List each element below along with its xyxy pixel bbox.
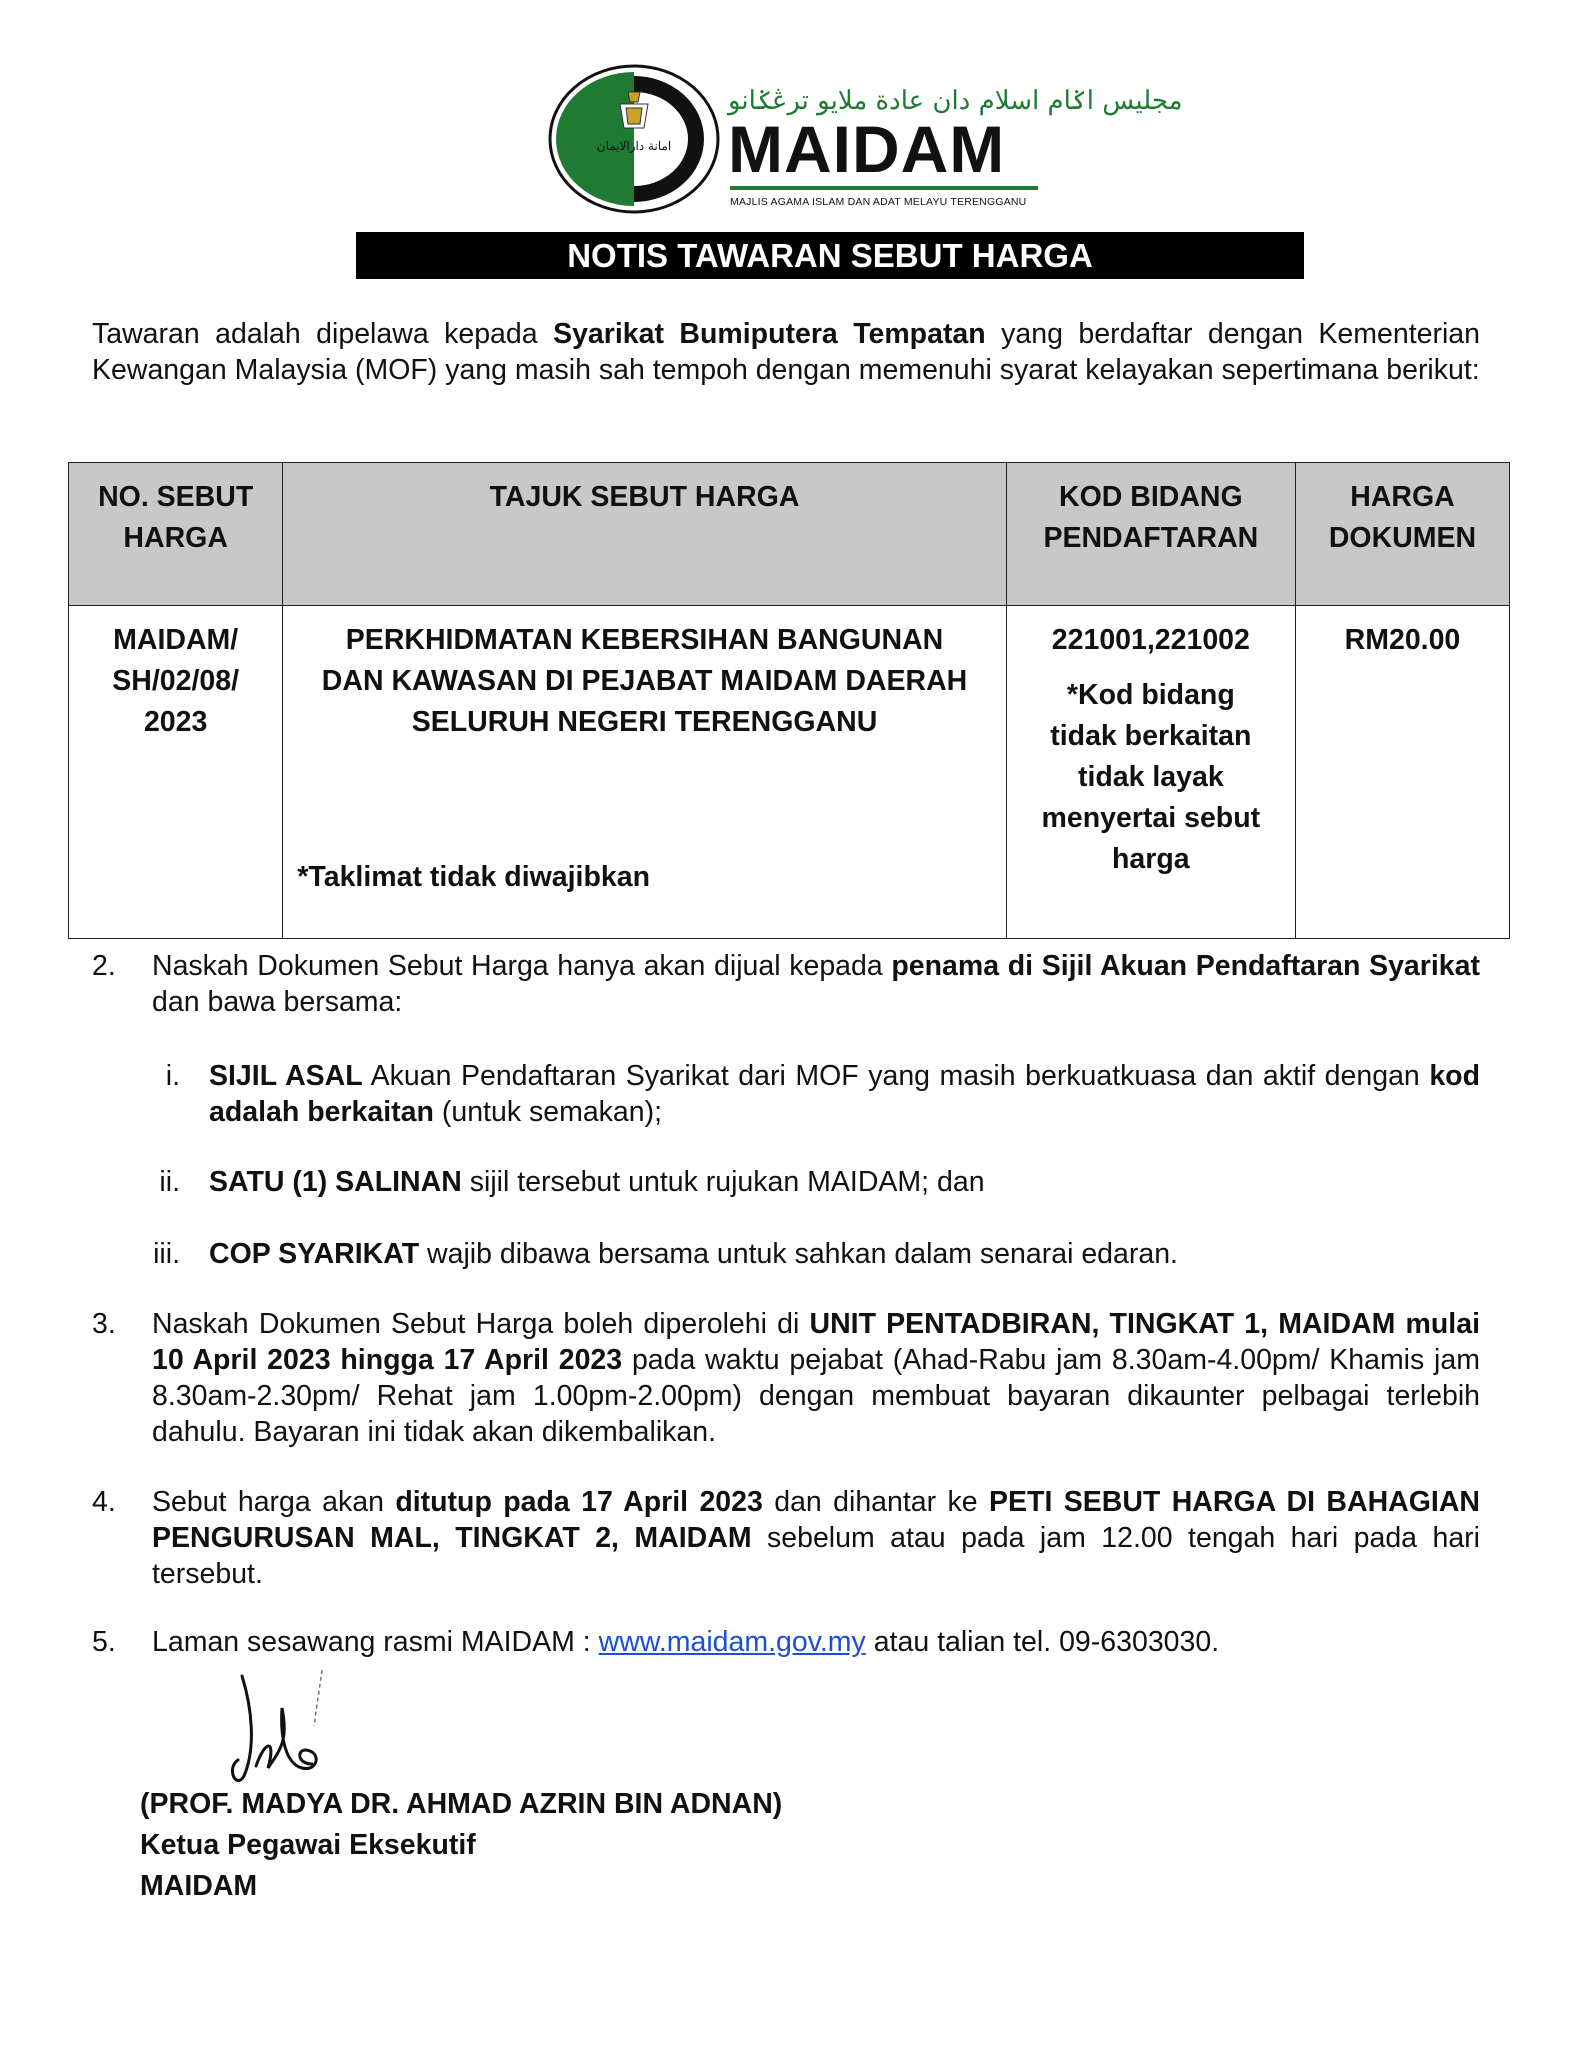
intro-text-1: Tawaran adalah dipelawa kepada [92, 318, 554, 350]
clause-4: 4. Sebut harga akan ditutup pada 17 April 2023 dan dihantar ke PETI SEBUT HARGA DI BAHAGIAN PENGURUSAN MAL, TINGKAT 2, MAIDAM sebelum atau pada jam 12.00 tengah hari pada hari tersebut. [92, 1486, 1480, 1590]
clause-5: 5. Laman sesawang rasmi MAIDAM : www.maidam.gov.my atau talian tel. 09-6303030. [92, 1626, 1220, 1658]
signer-name: (PROF. MADYA DR. AHMAD AZRIN BIN ADNAN) [140, 1788, 783, 1820]
clause-2-item-ii: ii. SATU (1) SALINAN sijil tersebut untuk rujukan MAIDAM; dan [159, 1166, 985, 1198]
clause-3: 3. Naskah Dokumen Sebut Harga boleh diperolehi di UNIT PENTADBIRAN, TINGKAT 1, MAIDAM mulai 10 April 2023 hingga 17 April 2023 pada waktu pejabat (Ahad-Rabu jam 8.30am-4.00pm/ Khamis jam 8.30am-2.30pm/ Rehat jam 1.00pm-2.00pm) dengan membuat bayaran dikaunter pelbagai terlebih dahulu. Bayaran ini tidak akan dikembalikan. [92, 1308, 1480, 1448]
signer-block [140, 1784, 782, 1907]
clause-2-item-i: i. SIJIL ASAL Akuan Pendaftaran Syarikat dari MOF yang masih berkuatkuasa dan aktif dengan kod adalah berkaitan (untuk semakan); [165, 1060, 1480, 1128]
signer-org: MAIDAM [140, 1870, 258, 1902]
maidam-seal-icon [548, 64, 720, 214]
svg-text:امانة دارالايمان: امانة دارالايمان [596, 139, 672, 153]
kod-note: *Kod bidang tidak berkaitan tidak layak menyertai sebut harga [1041, 679, 1261, 875]
website-link[interactable]: www.maidam.gov.my [598, 1626, 866, 1658]
logo-rule [730, 186, 1038, 190]
cell-title: PERKHIDMATAN KEBERSIHAN BANGUNAN DAN KAWASAN DI PEJABAT MAIDAM DAERAH SELURUH NEGERI TERENGGANU *Taklimat tidak diwajibkan [283, 606, 1006, 939]
logo-subtitle: MAJLIS AGAMA ISLAM DAN ADAT MELAYU TERENGGANU [730, 196, 1027, 208]
wordmark [728, 86, 1183, 208]
page-title: NOTIS TAWARAN SEBUT HARGA [356, 232, 1304, 279]
signature-icon [222, 1668, 352, 1788]
intro-text-2: yang berdaftar dengan Kementerian Kewangan Malaysia (MOF) yang masih sah tempoh dengan memenuhi syarat kelayakan sepertimana berikut: [92, 318, 1481, 386]
intro-bold: Syarikat Bumiputera Tempatan [553, 318, 986, 350]
header-kod: KOD BIDANG PENDAFTARAN [1006, 463, 1295, 606]
cell-harga: RM20.00 [1295, 606, 1509, 939]
clause-2: 2. Naskah Dokumen Sebut Harga hanya akan dijual kepada penama di Sijil Akuan Pendaftaran Syarikat dan bawa bersama: [92, 950, 1480, 1018]
intro-paragraph [92, 316, 1480, 388]
table-header-row [69, 463, 1510, 606]
header-no: NO. SEBUT HARGA [69, 463, 283, 606]
header-harga: HARGA DOKUMEN [1295, 463, 1509, 606]
signer-position: Ketua Pegawai Eksekutif [140, 1829, 476, 1861]
arabic-org-name: مجليس اݢام اسلام دان عادة ملايو ترڠݢانو [728, 86, 1183, 116]
header-title: TAJUK SEBUT HARGA [283, 463, 1006, 606]
cell-kod: 221001,221002 *Kod bidang tidak berkaitan tidak layak menyertai sebut harga [1006, 606, 1295, 939]
cell-no: MAIDAM/ SH/02/08/ 2023 [69, 606, 283, 939]
maidam-logo [548, 64, 1183, 214]
tender-table [68, 462, 1510, 939]
clause-2-item-iii: iii. COP SYARIKAT wajib dibawa bersama untuk sahkan dalam senarai edaran. [153, 1238, 1178, 1270]
briefing-note: *Taklimat tidak diwajibkan [297, 861, 650, 893]
logo-text: MAIDAM [728, 112, 1006, 186]
table-row [69, 606, 1510, 939]
